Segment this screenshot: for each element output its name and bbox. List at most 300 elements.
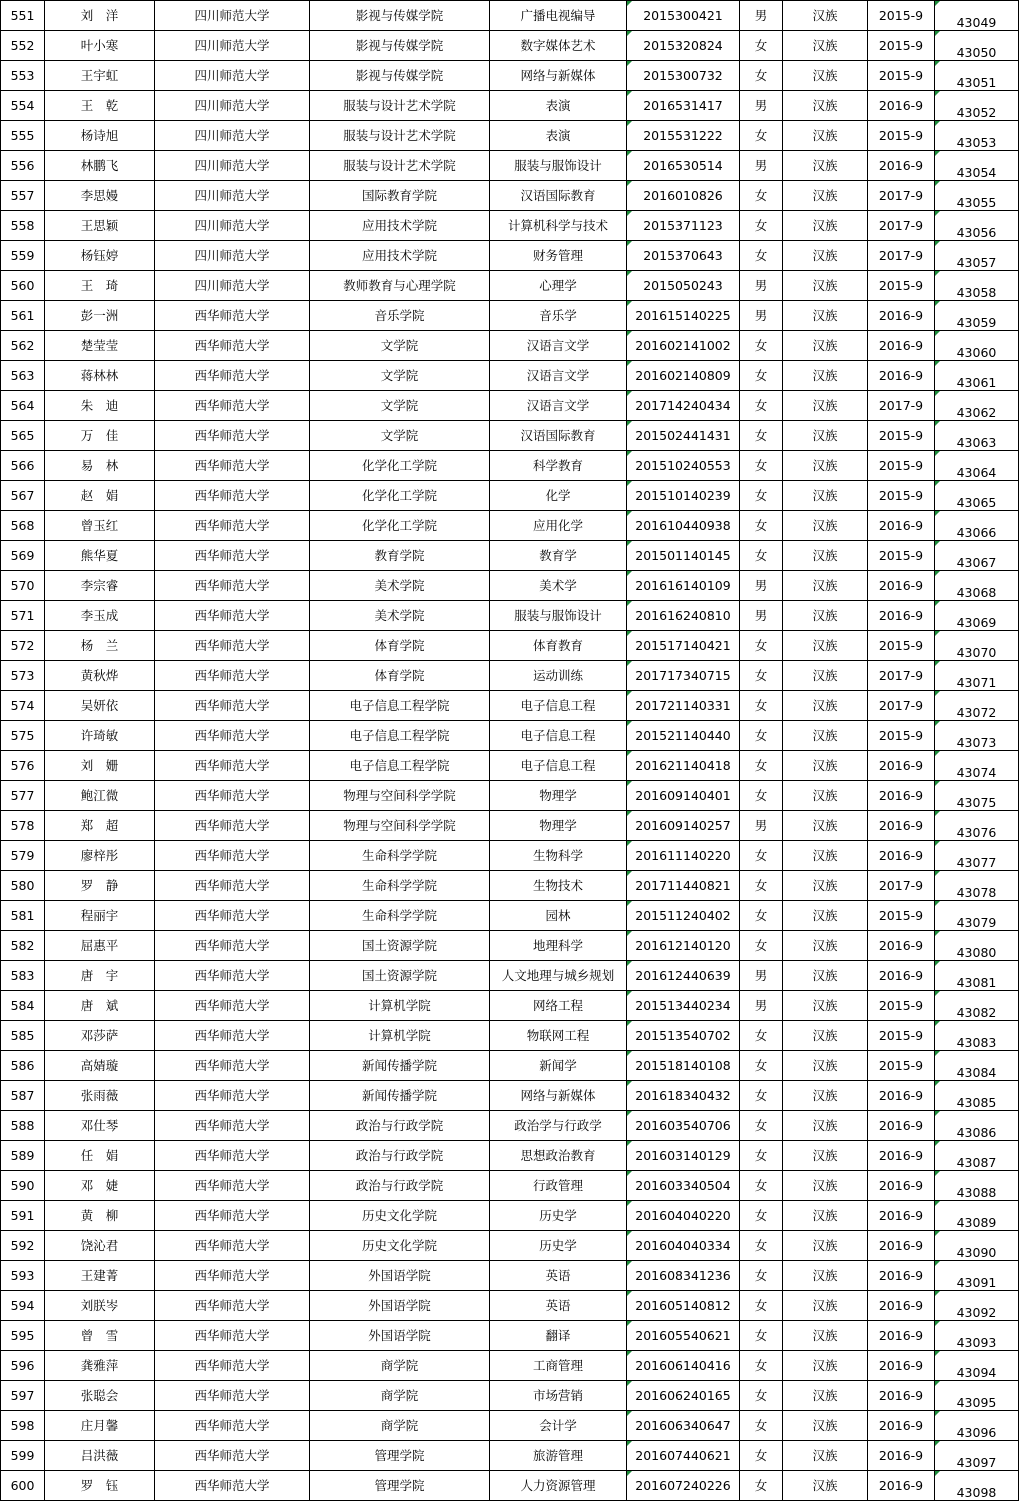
student-id-cell [627, 631, 740, 661]
ethnicity-cell [783, 751, 868, 781]
ethnicity-cell [783, 691, 868, 721]
certificate-number: 43098 [956, 1484, 997, 1500]
student-id-cell [627, 1381, 740, 1411]
gender: 男 [754, 577, 768, 593]
text-format-marker-icon [627, 931, 632, 936]
row-number-cell [1, 31, 45, 61]
enrollment-date-cell [868, 871, 935, 901]
text-format-marker-icon [627, 1261, 632, 1266]
table-row [1, 1111, 1019, 1141]
table-row [1, 931, 1019, 961]
major-name-cell [490, 751, 627, 781]
major-name-cell [490, 1411, 627, 1441]
ethnicity: 汉族 [812, 187, 838, 203]
enrollment-date: 2016-9 [878, 1237, 924, 1253]
student-name: 刘 洋 [80, 7, 119, 23]
text-format-marker-icon [627, 511, 632, 516]
student-name: 曾 雪 [80, 1327, 119, 1343]
row-number: 569 [10, 547, 35, 563]
ethnicity: 汉族 [812, 157, 838, 173]
ethnicity-cell [783, 1081, 868, 1111]
student-id: 2015300732 [643, 67, 723, 83]
ethnicity: 汉族 [812, 247, 838, 263]
gender: 女 [754, 37, 768, 53]
major-name-cell [490, 691, 627, 721]
ethnicity-cell [783, 661, 868, 691]
certificate-number: 43085 [956, 1094, 997, 1110]
student-id: 201517140421 [635, 637, 731, 653]
major-name: 网络与新媒体 [520, 67, 596, 83]
university-name: 西华师范大学 [194, 997, 270, 1013]
row-number: 585 [10, 1027, 35, 1043]
student-id-cell [627, 661, 740, 691]
enrollment-date-cell [868, 571, 935, 601]
table-row [1, 1351, 1019, 1381]
certificate-number-cell [935, 841, 1019, 871]
enrollment-date: 2016-9 [878, 97, 924, 113]
enrollment-date: 2015-9 [878, 457, 924, 473]
major-name-cell [490, 61, 627, 91]
enrollment-date: 2016-9 [878, 1087, 924, 1103]
row-number: 554 [10, 97, 35, 113]
certificate-number: 43074 [956, 764, 997, 780]
enrollment-date: 2017-9 [878, 877, 924, 893]
college-name-cell [310, 61, 490, 91]
major-name: 物理学 [539, 817, 577, 833]
university-name-cell [155, 691, 310, 721]
student-id-cell [627, 1111, 740, 1141]
university-name-cell [155, 211, 310, 241]
certificate-number-cell [935, 751, 1019, 781]
college-name: 美术学院 [374, 577, 425, 593]
student-id: 201608341236 [635, 1267, 731, 1283]
table-row [1, 691, 1019, 721]
row-number-cell [1, 181, 45, 211]
college-name: 生命科学学院 [361, 847, 437, 863]
major-name-cell [490, 661, 627, 691]
student-id-cell [627, 391, 740, 421]
text-format-marker-icon [627, 451, 632, 456]
enrollment-date-cell [868, 181, 935, 211]
university-name-cell [155, 811, 310, 841]
certificate-number-cell [935, 691, 1019, 721]
student-name-cell [45, 211, 155, 241]
university-name: 西华师范大学 [194, 1057, 270, 1073]
certificate-number: 43049 [956, 14, 997, 30]
row-number-cell [1, 241, 45, 271]
university-name-cell [155, 1021, 310, 1051]
row-number: 600 [10, 1477, 35, 1493]
row-number-cell [1, 1081, 45, 1111]
gender: 女 [754, 877, 768, 893]
university-name: 西华师范大学 [194, 817, 270, 833]
certificate-number: 43053 [956, 134, 997, 150]
row-number: 575 [10, 727, 35, 743]
university-name-cell [155, 1, 310, 31]
major-name-cell [490, 1201, 627, 1231]
text-format-marker-icon [935, 31, 940, 36]
college-name-cell [310, 91, 490, 121]
gender-cell [740, 631, 783, 661]
text-format-marker-icon [935, 1, 940, 6]
student-name-cell [45, 601, 155, 631]
major-name-cell [490, 1261, 627, 1291]
college-name: 美术学院 [374, 607, 425, 623]
certificate-number: 43057 [956, 254, 997, 270]
student-name: 杨诗旭 [80, 127, 119, 143]
major-name: 汉语言文学 [526, 337, 590, 353]
ethnicity: 汉族 [812, 127, 838, 143]
university-name-cell [155, 361, 310, 391]
certificate-number-cell [935, 271, 1019, 301]
ethnicity-cell [783, 781, 868, 811]
ethnicity-cell [783, 121, 868, 151]
gender: 男 [754, 967, 768, 983]
university-name: 四川师范大学 [194, 157, 270, 173]
certificate-number-cell [935, 1291, 1019, 1321]
text-format-marker-icon [935, 1231, 940, 1236]
row-number-cell [1, 901, 45, 931]
student-id: 201606240165 [635, 1387, 731, 1403]
row-number: 591 [10, 1207, 35, 1223]
student-id: 201603540706 [635, 1117, 731, 1133]
major-name: 化学 [545, 487, 571, 503]
ethnicity-cell [783, 511, 868, 541]
ethnicity: 汉族 [812, 7, 838, 23]
gender: 女 [754, 487, 768, 503]
table-row [1, 871, 1019, 901]
college-name: 教育学院 [374, 547, 425, 563]
certificate-number: 43060 [956, 344, 997, 360]
student-id: 201711440821 [635, 877, 731, 893]
enrollment-date: 2016-9 [878, 1297, 924, 1313]
college-name-cell [310, 391, 490, 421]
certificate-number: 43095 [956, 1394, 997, 1410]
ethnicity: 汉族 [812, 37, 838, 53]
text-format-marker-icon [627, 1081, 632, 1086]
major-name-cell [490, 811, 627, 841]
certificate-number-cell [935, 121, 1019, 151]
gender: 女 [754, 1207, 768, 1223]
enrollment-date: 2016-9 [878, 847, 924, 863]
certificate-number-cell [935, 541, 1019, 571]
ethnicity-cell [783, 1051, 868, 1081]
table-row [1, 361, 1019, 391]
row-number: 568 [10, 517, 35, 533]
certificate-number: 43079 [956, 914, 997, 930]
text-format-marker-icon [935, 241, 940, 246]
certificate-number-cell [935, 1171, 1019, 1201]
college-name: 应用技术学院 [361, 247, 437, 263]
student-id-cell [627, 1291, 740, 1321]
enrollment-date: 2016-9 [878, 1357, 924, 1373]
enrollment-date-cell [868, 991, 935, 1021]
gender-cell [740, 811, 783, 841]
row-number: 567 [10, 487, 35, 503]
major-name-cell [490, 511, 627, 541]
student-id: 201717340715 [635, 667, 731, 683]
certificate-number-cell [935, 331, 1019, 361]
ethnicity-cell [783, 31, 868, 61]
student-name-cell [45, 571, 155, 601]
gender-cell [740, 661, 783, 691]
gender: 男 [754, 997, 768, 1013]
student-id-cell [627, 61, 740, 91]
university-name-cell [155, 451, 310, 481]
student-id-cell [627, 181, 740, 211]
ethnicity: 汉族 [812, 817, 838, 833]
enrollment-date: 2017-9 [878, 397, 924, 413]
student-name-cell [45, 931, 155, 961]
row-number-cell [1, 1, 45, 31]
text-format-marker-icon [935, 841, 940, 846]
gender-cell [740, 121, 783, 151]
university-name: 西华师范大学 [194, 1147, 270, 1163]
major-name: 心理学 [539, 277, 577, 293]
gender-cell [740, 1201, 783, 1231]
table-row [1, 901, 1019, 931]
text-format-marker-icon [627, 901, 632, 906]
college-name-cell [310, 1111, 490, 1141]
college-name: 文学院 [380, 367, 419, 383]
enrollment-date-cell [868, 601, 935, 631]
row-number: 599 [10, 1447, 35, 1463]
student-name: 林鹏飞 [80, 157, 119, 173]
text-format-marker-icon [935, 1201, 940, 1206]
text-format-marker-icon [935, 511, 940, 516]
major-name-cell [490, 1171, 627, 1201]
major-name-cell [490, 541, 627, 571]
college-name-cell [310, 241, 490, 271]
college-name: 化学化工学院 [361, 457, 437, 473]
certificate-number: 43068 [956, 584, 997, 600]
row-number-cell [1, 631, 45, 661]
row-number-cell [1, 121, 45, 151]
student-name-cell [45, 451, 155, 481]
table-row [1, 391, 1019, 421]
university-name-cell [155, 1441, 310, 1471]
ethnicity-cell [783, 1321, 868, 1351]
college-name-cell [310, 1351, 490, 1381]
college-name-cell [310, 1201, 490, 1231]
college-name: 外国语学院 [368, 1327, 431, 1343]
enrollment-date-cell [868, 1321, 935, 1351]
gender-cell [740, 931, 783, 961]
university-name-cell [155, 1111, 310, 1141]
college-name: 计算机学院 [368, 997, 431, 1013]
text-format-marker-icon [935, 91, 940, 96]
major-name-cell [490, 31, 627, 61]
table-row [1, 451, 1019, 481]
major-name-cell [490, 1081, 627, 1111]
student-id: 2015320824 [643, 37, 723, 53]
ethnicity: 汉族 [812, 1477, 838, 1493]
ethnicity-cell [783, 1291, 868, 1321]
text-format-marker-icon [627, 1171, 632, 1176]
university-name-cell [155, 421, 310, 451]
ethnicity: 汉族 [812, 1387, 838, 1403]
major-name-cell [490, 271, 627, 301]
enrollment-date-cell [868, 1291, 935, 1321]
text-format-marker-icon [935, 991, 940, 996]
student-name: 邓仕琴 [80, 1117, 119, 1133]
text-format-marker-icon [935, 631, 940, 636]
enrollment-date: 2016-9 [878, 1117, 924, 1133]
college-name-cell [310, 601, 490, 631]
university-name-cell [155, 1471, 310, 1501]
enrollment-date: 2016-9 [878, 817, 924, 833]
student-id: 201612140120 [635, 937, 731, 953]
student-id-cell [627, 481, 740, 511]
university-name-cell [155, 541, 310, 571]
major-name: 电子信息工程 [520, 757, 596, 773]
student-name: 熊华夏 [80, 547, 119, 563]
certificate-number: 43097 [956, 1454, 997, 1470]
table-row [1, 1051, 1019, 1081]
gender: 女 [754, 1027, 768, 1043]
gender-cell [740, 1321, 783, 1351]
enrollment-date-cell [868, 331, 935, 361]
ethnicity-cell [783, 631, 868, 661]
student-name: 王 琦 [80, 277, 119, 293]
ethnicity: 汉族 [812, 847, 838, 863]
student-id: 201607440621 [635, 1447, 731, 1463]
student-name-cell [45, 1021, 155, 1051]
major-name-cell [490, 1021, 627, 1051]
university-name-cell [155, 931, 310, 961]
college-name-cell [310, 271, 490, 301]
university-name: 西华师范大学 [194, 1177, 270, 1193]
row-number-cell [1, 931, 45, 961]
university-name-cell [155, 721, 310, 751]
certificate-number-cell [935, 601, 1019, 631]
student-name: 彭一洲 [80, 307, 119, 323]
university-name: 西华师范大学 [194, 1387, 270, 1403]
certificate-number: 43054 [956, 164, 997, 180]
student-name: 李宗睿 [80, 577, 119, 593]
row-number: 577 [10, 787, 35, 803]
certificate-number-cell [935, 1321, 1019, 1351]
student-id-cell [627, 1471, 740, 1501]
text-format-marker-icon [627, 1411, 632, 1416]
row-number: 558 [10, 217, 35, 233]
certificate-number-cell [935, 961, 1019, 991]
university-name: 四川师范大学 [194, 7, 270, 23]
student-id: 201604040334 [635, 1237, 731, 1253]
certificate-number: 43071 [956, 674, 997, 690]
university-name: 西华师范大学 [194, 727, 270, 743]
student-id: 201518140108 [635, 1057, 731, 1073]
certificate-number: 43086 [956, 1124, 997, 1140]
university-name: 西华师范大学 [194, 607, 270, 623]
student-id-cell [627, 1261, 740, 1291]
text-format-marker-icon [627, 751, 632, 756]
major-name: 翻译 [545, 1327, 571, 1343]
college-name-cell [310, 991, 490, 1021]
student-name: 黄 柳 [80, 1207, 119, 1223]
student-id: 201513540702 [635, 1027, 731, 1043]
certificate-number: 43090 [956, 1244, 997, 1260]
certificate-number-cell [935, 1471, 1019, 1501]
enrollment-date: 2015-9 [878, 487, 924, 503]
college-name-cell [310, 1291, 490, 1321]
student-name: 刘 姗 [80, 757, 119, 773]
college-name-cell [310, 511, 490, 541]
enrollment-date-cell [868, 1411, 935, 1441]
enrollment-date-cell [868, 691, 935, 721]
enrollment-date-cell [868, 481, 935, 511]
text-format-marker-icon [627, 991, 632, 996]
major-name: 服装与服饰设计 [514, 157, 602, 173]
university-name: 西华师范大学 [194, 967, 270, 983]
major-name-cell [490, 421, 627, 451]
certificate-number-cell [935, 1111, 1019, 1141]
university-name: 西华师范大学 [194, 1267, 270, 1283]
major-name: 数字媒体艺术 [520, 37, 596, 53]
text-format-marker-icon [627, 571, 632, 576]
gender-cell [740, 721, 783, 751]
college-name-cell [310, 181, 490, 211]
student-name: 万 佳 [80, 427, 119, 443]
student-name: 赵 娟 [80, 487, 119, 503]
college-name-cell [310, 31, 490, 61]
student-name-cell [45, 271, 155, 301]
student-id-cell [627, 541, 740, 571]
university-name: 西华师范大学 [194, 877, 270, 893]
college-name: 商学院 [380, 1417, 419, 1433]
university-name-cell [155, 781, 310, 811]
enrollment-date: 2016-9 [878, 367, 924, 383]
row-number: 571 [10, 607, 35, 623]
college-name: 外国语学院 [368, 1297, 431, 1313]
certificate-number: 43069 [956, 614, 997, 630]
student-name-cell [45, 61, 155, 91]
ethnicity: 汉族 [812, 1417, 838, 1433]
table-row [1, 1411, 1019, 1441]
row-number-cell [1, 331, 45, 361]
major-name: 生物科学 [532, 847, 583, 863]
enrollment-date-cell [868, 61, 935, 91]
enrollment-date: 2015-9 [878, 727, 924, 743]
student-id-cell [627, 31, 740, 61]
certificate-number-cell [935, 1381, 1019, 1411]
ethnicity-cell [783, 991, 868, 1021]
table-row [1, 1321, 1019, 1351]
table-row [1, 811, 1019, 841]
university-name-cell [155, 241, 310, 271]
row-number: 590 [10, 1177, 35, 1193]
gender-cell [740, 61, 783, 91]
student-id: 2016010826 [643, 187, 723, 203]
university-name-cell [155, 1321, 310, 1351]
student-name-cell [45, 871, 155, 901]
gender: 女 [754, 127, 768, 143]
certificate-number-cell [935, 511, 1019, 541]
student-id-cell [627, 451, 740, 481]
student-name-cell [45, 961, 155, 991]
table-row [1, 541, 1019, 571]
row-number: 564 [10, 397, 35, 413]
certificate-number-cell [935, 361, 1019, 391]
certificate-number-cell [935, 721, 1019, 751]
student-id-cell [627, 691, 740, 721]
major-name-cell [490, 451, 627, 481]
student-id-cell [627, 421, 740, 451]
row-number-cell [1, 721, 45, 751]
table-row [1, 1021, 1019, 1051]
ethnicity: 汉族 [812, 1057, 838, 1073]
ethnicity-cell [783, 1141, 868, 1171]
